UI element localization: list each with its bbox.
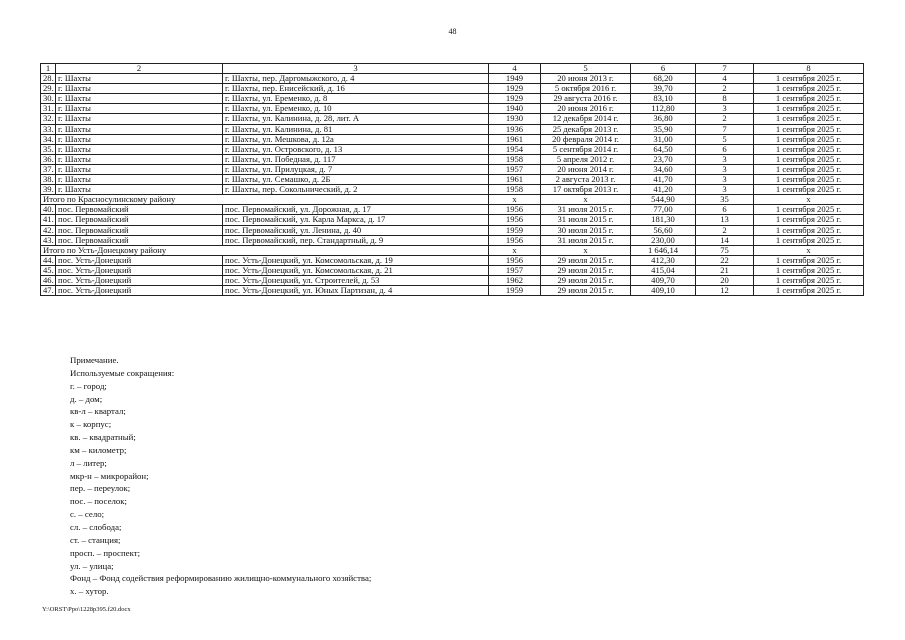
cell-n: 32. <box>41 114 56 124</box>
cell-address: г. Шахты, ул. Семашко, д. 2Б <box>223 175 489 185</box>
cell-address: г. Шахты, ул. Калинина, д. 28, лит. А <box>223 114 489 124</box>
cell-address: г. Шахты, пер. Енисейский, д. 16 <box>223 84 489 94</box>
cell-deadline: 1 сентября 2025 г. <box>754 235 864 245</box>
column-number-4: 4 <box>489 64 541 74</box>
cell-area: 415,04 <box>631 265 696 275</box>
cell-year: 1930 <box>489 114 541 124</box>
table-row <box>41 255 864 265</box>
cell-date: 31 июля 2015 г. <box>541 215 631 225</box>
table-row <box>41 286 864 296</box>
column-number-1: 1 <box>41 64 56 74</box>
cell-deadline: 1 сентября 2025 г. <box>754 265 864 275</box>
cell-date: 12 декабря 2014 г. <box>541 114 631 124</box>
cell-address: пос. Усть-Донецкий, ул. Строителей, д. 53 <box>223 275 489 285</box>
cell-deadline: 1 сентября 2025 г. <box>754 215 864 225</box>
cell-n: 36. <box>41 154 56 164</box>
cell-date: 31 июля 2015 г. <box>541 205 631 215</box>
cell-year: 1949 <box>489 74 541 84</box>
cell-year: 1961 <box>489 134 541 144</box>
cell-date: 29 июля 2015 г. <box>541 275 631 285</box>
column-number-5: 5 <box>541 64 631 74</box>
total-date: х <box>541 195 631 205</box>
column-number-7: 7 <box>696 64 754 74</box>
cell-date: 29 июля 2015 г. <box>541 286 631 296</box>
cell-n: 43. <box>41 235 56 245</box>
table-row <box>41 164 864 174</box>
abbreviation-item: Фонд – Фонд содействия реформированию жилищно-коммунального хозяйства; <box>70 573 372 584</box>
cell-area: 112,80 <box>631 104 696 114</box>
table-row <box>41 124 864 134</box>
abbreviation-item: ул. – улица; <box>70 560 114 571</box>
total-area: 1 646,14 <box>631 245 696 255</box>
total-year: х <box>489 245 541 255</box>
cell-address: г. Шахты, ул. Еременко, д. 10 <box>223 104 489 114</box>
cell-year: 1956 <box>489 255 541 265</box>
abbreviation-item: г. – город; <box>70 380 107 391</box>
cell-n: 41. <box>41 215 56 225</box>
page-number: 48 <box>448 27 457 36</box>
cell-area: 64,50 <box>631 144 696 154</box>
total-year: х <box>489 195 541 205</box>
cell-n: 30. <box>41 94 56 104</box>
table-row <box>41 265 864 275</box>
cell-residents: 3 <box>696 164 754 174</box>
cell-date: 20 июня 2016 г. <box>541 104 631 114</box>
cell-residents: 2 <box>696 225 754 235</box>
cell-address: пос. Усть-Донецкий, ул. Юных Партизан, д. 4 <box>223 286 489 296</box>
table-row <box>41 74 864 84</box>
cell-area: 31,00 <box>631 134 696 144</box>
cell-deadline: 1 сентября 2025 г. <box>754 286 864 296</box>
total-residents: 35 <box>696 195 754 205</box>
cell-address: пос. Первомайский, ул. Карла Маркса, д. 17 <box>223 215 489 225</box>
abbreviation-item: км – километр; <box>70 444 127 455</box>
cell-area: 412,30 <box>631 255 696 265</box>
total-deadline: х <box>754 195 864 205</box>
cell-residents: 22 <box>696 255 754 265</box>
cell-year: 1958 <box>489 154 541 164</box>
cell-settlement: г. Шахты <box>56 124 223 134</box>
cell-year: 1954 <box>489 144 541 154</box>
cell-area: 230,00 <box>631 235 696 245</box>
cell-residents: 21 <box>696 265 754 275</box>
table-row <box>41 235 864 245</box>
cell-year: 1936 <box>489 124 541 134</box>
note-title: Примечание. <box>70 355 119 365</box>
cell-settlement: пос. Усть-Донецкий <box>56 286 223 296</box>
cell-settlement: пос. Первомайский <box>56 235 223 245</box>
cell-deadline: 1 сентября 2025 г. <box>754 74 864 84</box>
cell-residents: 7 <box>696 124 754 134</box>
cell-year: 1959 <box>489 286 541 296</box>
table-row <box>41 215 864 225</box>
table-row <box>41 225 864 235</box>
abbreviation-item: пос. – поселок; <box>70 496 127 507</box>
cell-year: 1940 <box>489 104 541 114</box>
column-number-row <box>41 64 864 74</box>
abbreviation-item: мкр-н – микрорайон; <box>70 470 149 481</box>
abbreviation-item: х. – хутор. <box>70 586 109 597</box>
table-row <box>41 175 864 185</box>
cell-address: г. Шахты, ул. Калинина, д. 81 <box>223 124 489 134</box>
column-number-3: 3 <box>223 64 489 74</box>
cell-address: пос. Усть-Донецкий, ул. Комсомольская, д. 21 <box>223 265 489 275</box>
table-row <box>41 275 864 285</box>
cell-deadline: 1 сентября 2025 г. <box>754 84 864 94</box>
cell-n: 33. <box>41 124 56 134</box>
cell-n: 44. <box>41 255 56 265</box>
cell-settlement: пос. Первомайский <box>56 225 223 235</box>
cell-address: пос. Первомайский, пер. Стандартный, д. 9 <box>223 235 489 245</box>
cell-year: 1956 <box>489 235 541 245</box>
cell-date: 2 августа 2013 г. <box>541 175 631 185</box>
cell-residents: 20 <box>696 275 754 285</box>
abbreviation-item: с. – село; <box>70 509 105 520</box>
cell-residents: 8 <box>696 94 754 104</box>
cell-year: 1956 <box>489 205 541 215</box>
cell-deadline: 1 сентября 2025 г. <box>754 124 864 134</box>
cell-n: 29. <box>41 84 56 94</box>
table-row <box>41 185 864 195</box>
cell-n: 31. <box>41 104 56 114</box>
cell-residents: 5 <box>696 134 754 144</box>
cell-n: 40. <box>41 205 56 215</box>
cell-area: 34,60 <box>631 164 696 174</box>
cell-settlement: г. Шахты <box>56 164 223 174</box>
table-row <box>41 104 864 114</box>
district-total-row <box>41 195 864 205</box>
cell-deadline: 1 сентября 2025 г. <box>754 255 864 265</box>
abbreviation-item: кв. – квадратный; <box>70 432 136 443</box>
column-number-6: 6 <box>631 64 696 74</box>
table-row <box>41 144 864 154</box>
cell-area: 36,80 <box>631 114 696 124</box>
cell-residents: 3 <box>696 185 754 195</box>
cell-address: г. Шахты, пер. Сокольнический, д. 2 <box>223 185 489 195</box>
cell-residents: 6 <box>696 144 754 154</box>
note-intro: Используемые сокращения: <box>70 367 175 378</box>
table-row <box>41 134 864 144</box>
total-date: х <box>541 245 631 255</box>
abbreviation-list <box>70 380 371 598</box>
abbreviation-item: кв-л – квартал; <box>70 406 126 417</box>
cell-n: 37. <box>41 164 56 174</box>
cell-deadline: 1 сентября 2025 г. <box>754 185 864 195</box>
cell-settlement: г. Шахты <box>56 84 223 94</box>
cell-date: 30 июля 2015 г. <box>541 225 631 235</box>
cell-area: 68,20 <box>631 74 696 84</box>
cell-deadline: 1 сентября 2025 г. <box>754 134 864 144</box>
cell-area: 41,20 <box>631 185 696 195</box>
cell-address: г. Шахты, ул. Еременко, д. 8 <box>223 94 489 104</box>
cell-date: 20 июня 2014 г. <box>541 164 631 174</box>
cell-settlement: г. Шахты <box>56 144 223 154</box>
cell-n: 38. <box>41 175 56 185</box>
total-area: 544,90 <box>631 195 696 205</box>
housing-registry-table <box>40 63 864 296</box>
cell-area: 409,10 <box>631 286 696 296</box>
cell-area: 56,60 <box>631 225 696 235</box>
table-row <box>41 154 864 164</box>
column-number-8: 8 <box>754 64 864 74</box>
cell-area: 77,00 <box>631 205 696 215</box>
cell-deadline: 1 сентября 2025 г. <box>754 114 864 124</box>
cell-area: 181,30 <box>631 215 696 225</box>
cell-area: 409,70 <box>631 275 696 285</box>
total-label: Итого по Усть-Донецкому району <box>41 245 489 255</box>
cell-settlement: пос. Усть-Донецкий <box>56 275 223 285</box>
cell-date: 31 июля 2015 г. <box>541 235 631 245</box>
cell-area: 23,70 <box>631 154 696 164</box>
cell-n: 35. <box>41 144 56 154</box>
cell-year: 1958 <box>489 185 541 195</box>
cell-year: 1957 <box>489 265 541 275</box>
cell-n: 42. <box>41 225 56 235</box>
cell-deadline: 1 сентября 2025 г. <box>754 275 864 285</box>
cell-settlement: г. Шахты <box>56 104 223 114</box>
cell-residents: 2 <box>696 84 754 94</box>
abbreviation-item: к – корпус; <box>70 419 112 430</box>
cell-n: 45. <box>41 265 56 275</box>
cell-address: пос. Усть-Донецкий, ул. Комсомольская, д. 19 <box>223 255 489 265</box>
cell-area: 41,70 <box>631 175 696 185</box>
cell-date: 29 июля 2015 г. <box>541 265 631 275</box>
cell-deadline: 1 сентября 2025 г. <box>754 94 864 104</box>
cell-settlement: г. Шахты <box>56 175 223 185</box>
district-total-row <box>41 245 864 255</box>
abbreviation-item: пер. – переулок; <box>70 483 131 494</box>
total-deadline: х <box>754 245 864 255</box>
document-file-path: Y:\ORST\Ppo\1228p395.f20.docx <box>42 606 131 613</box>
cell-address: пос. Первомайский, ул. Дорожная, д. 17 <box>223 205 489 215</box>
abbreviation-item: просп. – проспект; <box>70 547 141 558</box>
cell-residents: 3 <box>696 104 754 114</box>
table-row <box>41 94 864 104</box>
cell-deadline: 1 сентября 2025 г. <box>754 175 864 185</box>
cell-settlement: пос. Усть-Донецкий <box>56 265 223 275</box>
column-number-2: 2 <box>56 64 223 74</box>
cell-residents: 13 <box>696 215 754 225</box>
cell-year: 1929 <box>489 94 541 104</box>
cell-area: 83,10 <box>631 94 696 104</box>
cell-year: 1962 <box>489 275 541 285</box>
abbreviation-item: сл. – слобода; <box>70 521 122 532</box>
cell-date: 29 июля 2015 г. <box>541 255 631 265</box>
cell-address: г. Шахты, пер. Даргомыжского, д. 4 <box>223 74 489 84</box>
cell-year: 1957 <box>489 164 541 174</box>
cell-deadline: 1 сентября 2025 г. <box>754 205 864 215</box>
cell-residents: 14 <box>696 235 754 245</box>
cell-settlement: г. Шахты <box>56 74 223 84</box>
registry-table-body <box>41 64 864 296</box>
cell-year: 1961 <box>489 175 541 185</box>
cell-date: 20 июня 2013 г. <box>541 74 631 84</box>
cell-address: г. Шахты, ул. Островского, д. 13 <box>223 144 489 154</box>
abbreviation-item: ст. – станция; <box>70 534 121 545</box>
cell-n: 39. <box>41 185 56 195</box>
total-label: Итого по Красносулинскому району <box>41 195 489 205</box>
cell-date: 29 августа 2016 г. <box>541 94 631 104</box>
cell-settlement: пос. Первомайский <box>56 205 223 215</box>
cell-date: 25 декабря 2013 г. <box>541 124 631 134</box>
cell-settlement: пос. Первомайский <box>56 215 223 225</box>
cell-deadline: 1 сентября 2025 г. <box>754 164 864 174</box>
cell-date: 5 октября 2016 г. <box>541 84 631 94</box>
cell-area: 39,70 <box>631 84 696 94</box>
cell-settlement: г. Шахты <box>56 114 223 124</box>
cell-deadline: 1 сентября 2025 г. <box>754 154 864 164</box>
cell-address: г. Шахты, ул. Победная, д. 117 <box>223 154 489 164</box>
cell-settlement: г. Шахты <box>56 134 223 144</box>
cell-n: 46. <box>41 275 56 285</box>
abbreviation-item: д. – дом; <box>70 393 103 404</box>
table-row <box>41 114 864 124</box>
cell-address: г. Шахты, ул. Прилуцкая, д. 7 <box>223 164 489 174</box>
cell-residents: 2 <box>696 114 754 124</box>
cell-deadline: 1 сентября 2025 г. <box>754 225 864 235</box>
cell-date: 5 сентября 2014 г. <box>541 144 631 154</box>
cell-address: г. Шахты, ул. Мешкова, д. 12а <box>223 134 489 144</box>
abbreviation-item: л – литер; <box>70 457 107 468</box>
cell-year: 1929 <box>489 84 541 94</box>
cell-date: 17 октября 2013 г. <box>541 185 631 195</box>
cell-deadline: 1 сентября 2025 г. <box>754 104 864 114</box>
cell-year: 1956 <box>489 215 541 225</box>
table-row <box>41 84 864 94</box>
cell-address: пос. Первомайский, ул. Ленина, д. 40 <box>223 225 489 235</box>
table-row <box>41 205 864 215</box>
cell-settlement: пос. Усть-Донецкий <box>56 255 223 265</box>
cell-residents: 4 <box>696 74 754 84</box>
cell-settlement: г. Шахты <box>56 94 223 104</box>
cell-settlement: г. Шахты <box>56 185 223 195</box>
cell-deadline: 1 сентября 2025 г. <box>754 144 864 154</box>
total-residents: 75 <box>696 245 754 255</box>
cell-area: 35,90 <box>631 124 696 134</box>
cell-settlement: г. Шахты <box>56 154 223 164</box>
cell-year: 1959 <box>489 225 541 235</box>
cell-n: 47. <box>41 286 56 296</box>
cell-n: 34. <box>41 134 56 144</box>
cell-n: 28. <box>41 74 56 84</box>
cell-date: 5 апреля 2012 г. <box>541 154 631 164</box>
cell-residents: 6 <box>696 205 754 215</box>
cell-residents: 3 <box>696 175 754 185</box>
cell-date: 20 февраля 2014 г. <box>541 134 631 144</box>
cell-residents: 12 <box>696 286 754 296</box>
abbreviations-note <box>70 354 371 598</box>
cell-residents: 3 <box>696 154 754 164</box>
